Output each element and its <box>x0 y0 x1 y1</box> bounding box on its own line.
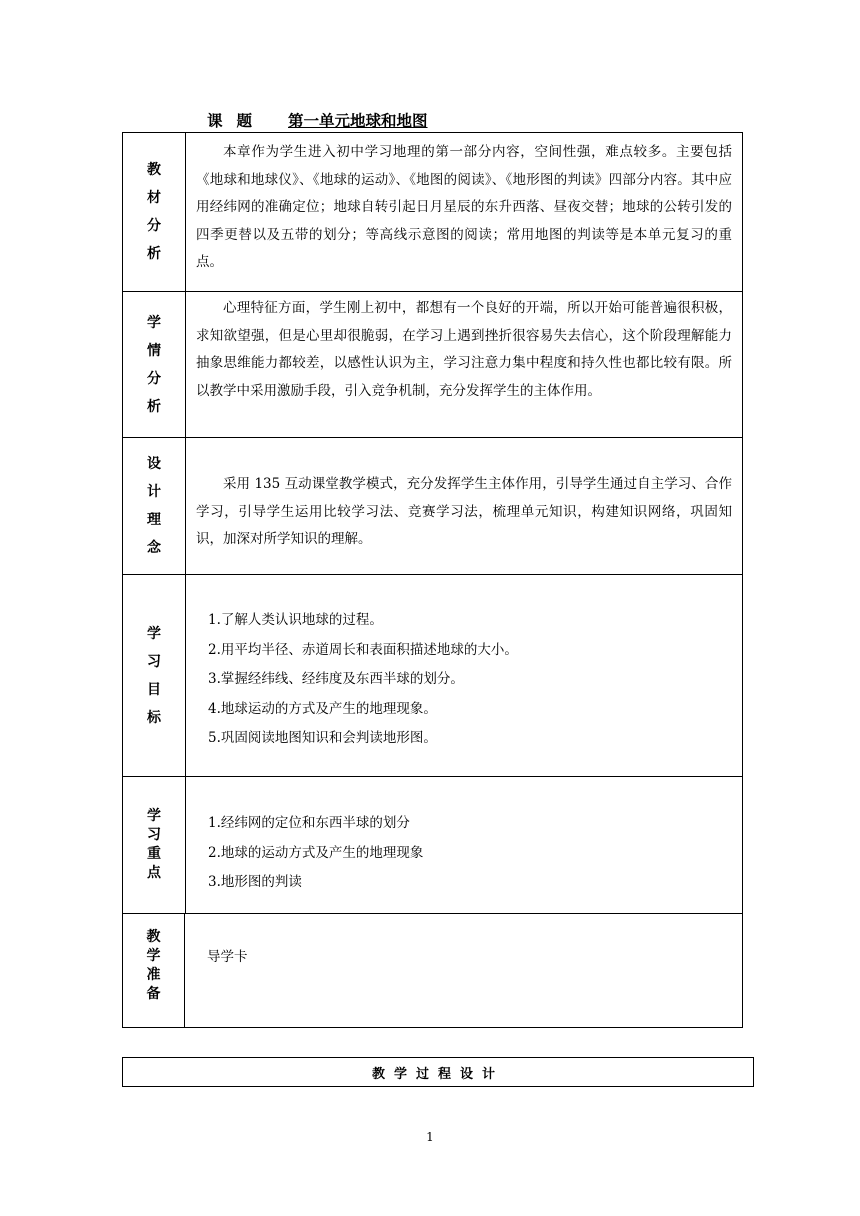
row-label-cell <box>123 777 186 913</box>
teaching-preparation-text: 导学卡 <box>207 949 248 965</box>
row-content-cell <box>186 292 742 437</box>
row-content-cell <box>186 777 742 913</box>
row-label: 学习重点 <box>147 808 161 881</box>
list-item: 2.用平均半径、赤道周长和表面积描述地球的大小。 <box>208 641 518 658</box>
learning-objectives-list <box>196 606 732 754</box>
lesson-title <box>207 109 428 131</box>
list-item: 2.地球的运动方式及产生的地理现象 <box>208 844 424 861</box>
lesson-course-name: 第一单元地球和地图 <box>288 112 428 130</box>
row-content-cell <box>186 438 742 574</box>
lesson-title-label: 课题 <box>207 112 267 130</box>
list-item: 3.掌握经纬线、经纬度及东西半球的划分。 <box>208 671 464 687</box>
lesson-plan-table <box>122 132 743 1028</box>
list-item: 5.巩固阅读地图知识和会判读地形图。 <box>208 730 437 746</box>
list-item: 1.了解人类认识地球的过程。 <box>208 612 383 628</box>
row-textbook-analysis <box>123 133 742 291</box>
row-learning-focus <box>123 776 742 913</box>
row-label-cell <box>123 438 186 574</box>
row-learning-objectives <box>123 574 742 776</box>
row-label: 教学准备 <box>146 929 161 1002</box>
page-number: 1 <box>426 1130 434 1144</box>
textbook-analysis-text: 本章作为学生进入初中学习地理的第一部分内容，空间性强，难点较多。主要包括《地球和地球仪》、《地球的运动》、《地图的阅读》、《地形图的判读》四部分内容。其中应用经纬网的准确定位；地球自转引起日月星辰的东升西落、昼夜交替；地球的公转引发的四季更替以及五带的划分；等高线示意图的阅读；常用地图的判读等是本单元复习的重点。 <box>196 144 732 270</box>
row-content-cell <box>186 575 742 776</box>
row-label-cell <box>123 914 185 1027</box>
row-content-cell <box>186 133 742 291</box>
list-item: 4.地球运动的方式及产生的地理现象。 <box>208 700 437 717</box>
row-label: 设计理念 <box>147 456 161 556</box>
row-student-analysis <box>123 291 742 437</box>
teaching-process-header: 教学过程设计 <box>122 1057 754 1087</box>
row-label-cell <box>123 575 186 776</box>
student-analysis-text: 心理特征方面，学生刚上初中，都想有一个良好的开端，所以开始可能普遍很积极，求知欲望强，但是心里却很脆弱，在学习上遇到挫折很容易失去信心，这个阶段理解能力抽象思维能力都较差，以感性认识为主，学习注意力集中程度和持久性也都比较有限。所以教学中采用激励手段，引入竞争机制，充分发挥学生的主体作用。 <box>196 300 732 399</box>
row-label: 学习目标 <box>147 625 161 726</box>
row-label: 教材分析 <box>147 162 161 262</box>
row-label: 学情分析 <box>147 314 161 415</box>
row-label-cell <box>123 292 186 437</box>
learning-focus-list <box>196 809 732 898</box>
list-item: 1.经纬网的定位和东西半球的划分 <box>208 815 410 831</box>
row-teaching-preparation <box>123 913 742 1027</box>
row-label-cell <box>123 133 186 291</box>
row-design-concept <box>123 437 742 574</box>
list-item: 3.地形图的判读 <box>208 874 302 890</box>
design-concept-text: 采用 135 互动课堂教学模式，充分发挥学生主体作用，引导学生通过自主学习、合作学习，引导学生运用比较学习法、竞赛学习法，梳理单元知识，构建知识网络，巩固知识，加深对所学知识的理解。 <box>196 476 732 547</box>
row-content-cell <box>185 914 742 972</box>
